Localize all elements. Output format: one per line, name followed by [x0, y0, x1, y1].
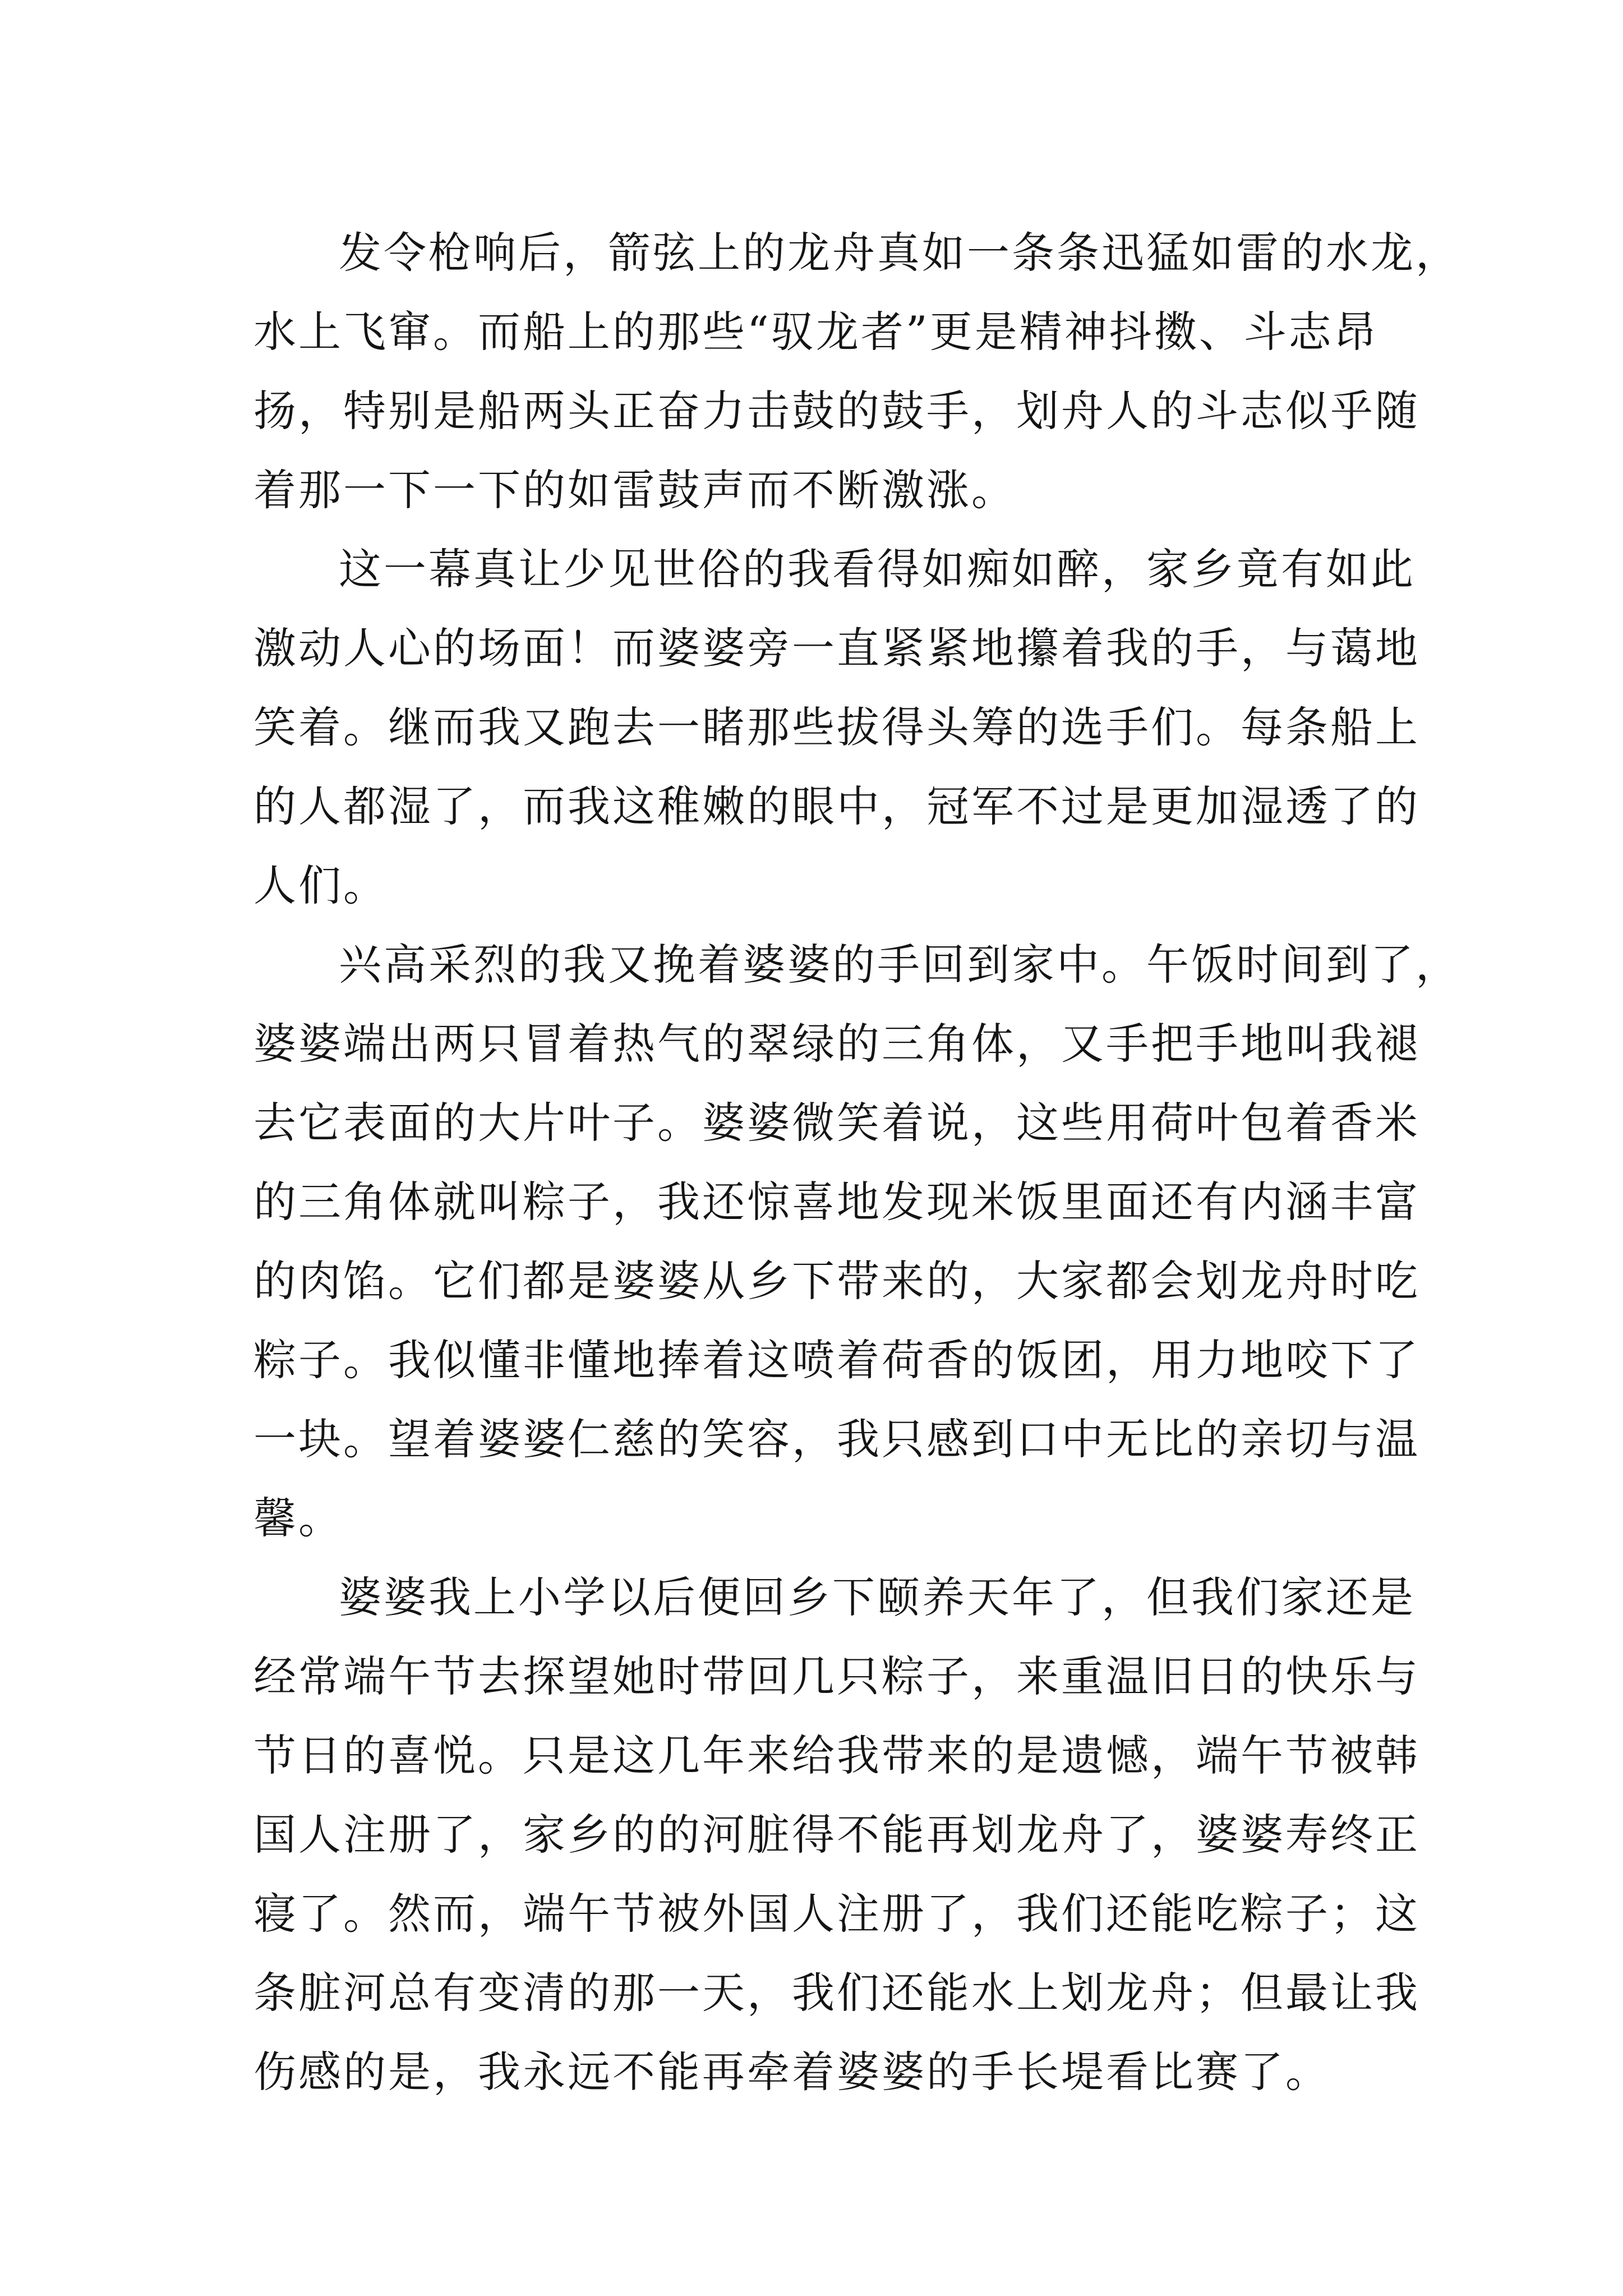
- text-line: 条脏河总有变清的那一天，我们还能水上划龙舟；但最让我: [253, 1968, 1420, 2018]
- text-line: 笑着。继而我又跑去一睹那些拔得头筹的选手们。每条船上: [253, 702, 1420, 752]
- paragraph-memories: [253, 1558, 1420, 2111]
- text-line: 激动人心的场面！而婆婆旁一直紧紧地攥着我的手，与蔼地: [253, 623, 1420, 673]
- text-line: 去它表面的大片叶子。婆婆微笑着说，这些用荷叶包着香米: [253, 1098, 1420, 1148]
- paragraph-zongzi: [253, 925, 1460, 1558]
- text-line: 扬，特别是船两头正奋力击鼓的鼓手，划舟人的斗志似乎随: [253, 386, 1420, 436]
- text-line: 一块。望着婆婆仁慈的笑容，我只感到口中无比的亲切与温: [253, 1414, 1420, 1464]
- text-line: 婆婆我上小学以后便回乡下颐养天年了，但我们家还是: [339, 1572, 1415, 1622]
- text-line: 馨。: [253, 1493, 343, 1543]
- text-line: 伤感的是，我永远不能再牵着婆婆的手长堤看比赛了。: [253, 2047, 1330, 2097]
- text-line: 着那一下一下的如雷鼓声而不断激涨。: [253, 465, 1016, 515]
- text-line: 这一幕真让少见世俗的我看得如痴如醉，家乡竟有如此: [339, 544, 1415, 594]
- text-line: 的肉馅。它们都是婆婆从乡下带来的，大家都会划龙舟时吃: [253, 1256, 1420, 1306]
- text-line: 水上飞窜。而船上的那些“驭龙者”更是精神抖擞、斗志昂: [253, 307, 1378, 357]
- text-line: 寝了。然而，端午节被外国人注册了，我们还能吃粽子；这: [253, 1889, 1420, 1939]
- text-line: 的三角体就叫粽子，我还惊喜地发现米饭里面还有内涵丰富: [253, 1177, 1420, 1227]
- body-text: [253, 213, 1460, 2111]
- text-line: 发令枪响后，箭弦上的龙舟真如一条条迅猛如雷的水龙，: [339, 228, 1460, 278]
- text-line: 经常端午节去探望她时带回几只粽子，来重温旧日的快乐与: [253, 1651, 1420, 1701]
- text-line: 节日的喜悦。只是这几年来给我带来的是遗憾，端午节被韩: [253, 1731, 1420, 1780]
- paragraph-watching-race: [253, 530, 1420, 925]
- paragraph-dragon-boat-race: [253, 213, 1460, 530]
- text-line: 婆婆端出两只冒着热气的翠绿的三角体，又手把手地叫我褪: [253, 1019, 1420, 1069]
- text-line: 兴高采烈的我又挽着婆婆的手回到家中。午饭时间到了，: [339, 940, 1460, 990]
- text-line: 国人注册了，家乡的的河脏得不能再划龙舟了，婆婆寿终正: [253, 1810, 1420, 1860]
- text-line: 的人都湿了，而我这稚嫩的眼中，冠军不过是更加湿透了的: [253, 781, 1420, 831]
- text-line: 粽子。我似懂非懂地捧着这喷着荷香的饭团，用力地咬下了: [253, 1335, 1420, 1385]
- text-line: 人们。: [253, 861, 388, 910]
